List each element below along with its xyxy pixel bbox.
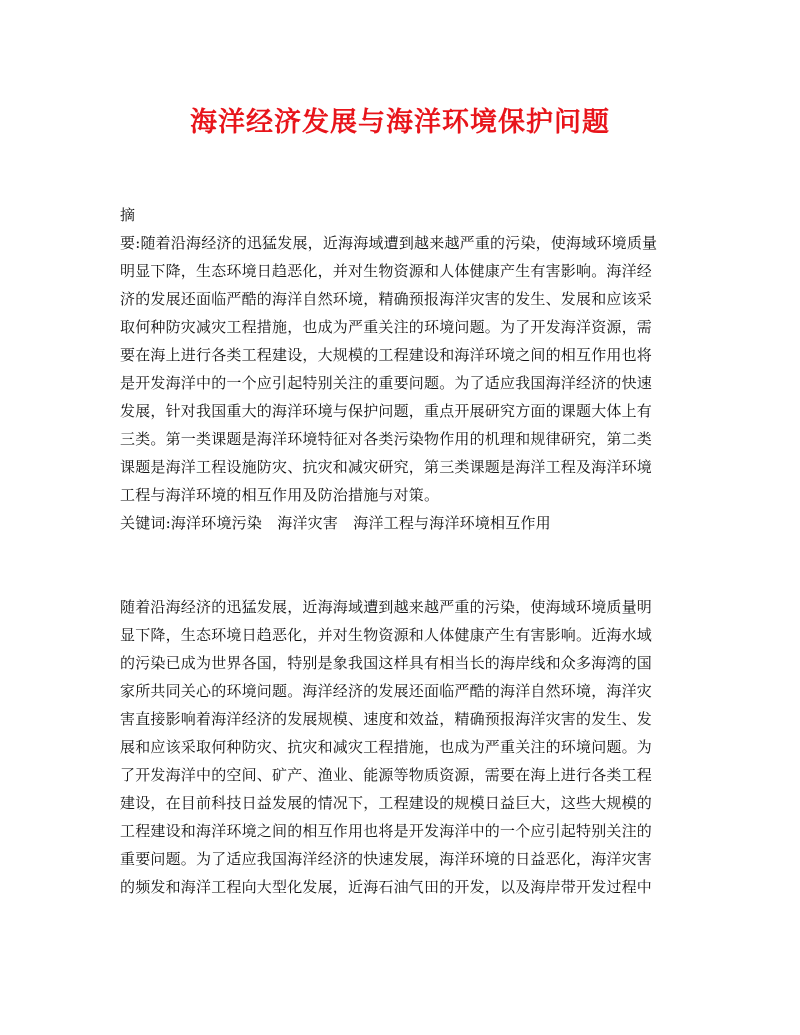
body-line: 了开发海洋中的空间、矿产、渔业、能源等物质资源，需要在海上进行各类工程 bbox=[120, 766, 653, 784]
abstract-line: 取何种防灾减灾工程措施，也成为严重关注的环境问题。为了开发海洋资源，需 bbox=[120, 318, 653, 336]
abstract-section bbox=[120, 201, 680, 537]
body-text bbox=[120, 593, 680, 901]
abstract-line: 三类。第一类课题是海洋环境特征对各类污染物作用的机理和规律研究，第二类 bbox=[120, 430, 653, 448]
abstract-line: 课题是海洋工程设施防灾、抗灾和减灾研究，第三类课题是海洋工程及海洋环境 bbox=[120, 458, 653, 476]
keywords-line: 关键词:海洋环境污染 海洋灾害 海洋工程与海洋环境相互作用 bbox=[120, 514, 551, 532]
body-line: 工程建设和海洋环境之间的相互作用也将是开发海洋中的一个应引起特别关注的 bbox=[120, 822, 653, 840]
abstract-line: 要:随着沿海经济的迅猛发展，近海海域遭到越来越严重的污染，使海域环境质量 bbox=[120, 234, 658, 252]
body-line: 的污染已成为世界各国，特别是象我国这样具有相当长的海岸线和众多海湾的国 bbox=[120, 654, 653, 672]
body-line: 建设，在目前科技日益发展的情况下，工程建设的规模日益巨大，这些大规模的 bbox=[120, 794, 653, 812]
body-line: 展和应该采取何种防灾、抗灾和减灾工程措施，也成为严重关注的环境问题。为 bbox=[120, 738, 653, 756]
abstract-line: 发展，针对我国重大的海洋环境与保护问题，重点开展研究方面的课题大体上有 bbox=[120, 402, 653, 420]
body-section bbox=[120, 593, 680, 901]
document-title: 海洋经济发展与海洋环境保护问题 bbox=[190, 107, 610, 138]
abstract-line: 是开发海洋中的一个应引起特别关注的重要问题。为了适应我国海洋经济的快速 bbox=[120, 374, 653, 392]
body-line: 随着沿海经济的迅猛发展，近海海域遭到越来越严重的污染，使海域环境质量明 bbox=[120, 598, 653, 616]
abstract-line: 要在海上进行各类工程建设，大规模的工程建设和海洋环境之间的相互作用也将 bbox=[120, 346, 653, 364]
body-line: 家所共同关心的环境问题。海洋经济的发展还面临严酷的海洋自然环境，海洋灾 bbox=[120, 682, 653, 700]
abstract-line: 明显下降，生态环境日趋恶化，并对生物资源和人体健康产生有害影响。海洋经 bbox=[120, 262, 653, 280]
abstract-text bbox=[120, 229, 680, 509]
abstract-line: 济的发展还面临严酷的海洋自然环境，精确预报海洋灾害的发生、发展和应该采 bbox=[120, 290, 653, 308]
abstract-heading: 摘 bbox=[120, 206, 136, 224]
abstract-line: 工程与海洋环境的相互作用及防治措施与对策。 bbox=[120, 486, 440, 504]
body-line: 害直接影响着海洋经济的发展规模、速度和效益，精确预报海洋灾害的发生、发 bbox=[120, 710, 653, 728]
body-line: 重要问题。为了适应我国海洋经济的快速发展，海洋环境的日益恶化，海洋灾害 bbox=[120, 850, 653, 868]
body-line: 的频发和海洋工程向大型化发展，近海石油气田的开发，以及海岸带开发过程中 bbox=[120, 878, 653, 896]
body-line: 显下降，生态环境日趋恶化，并对生物资源和人体健康产生有害影响。近海水域 bbox=[120, 626, 653, 644]
